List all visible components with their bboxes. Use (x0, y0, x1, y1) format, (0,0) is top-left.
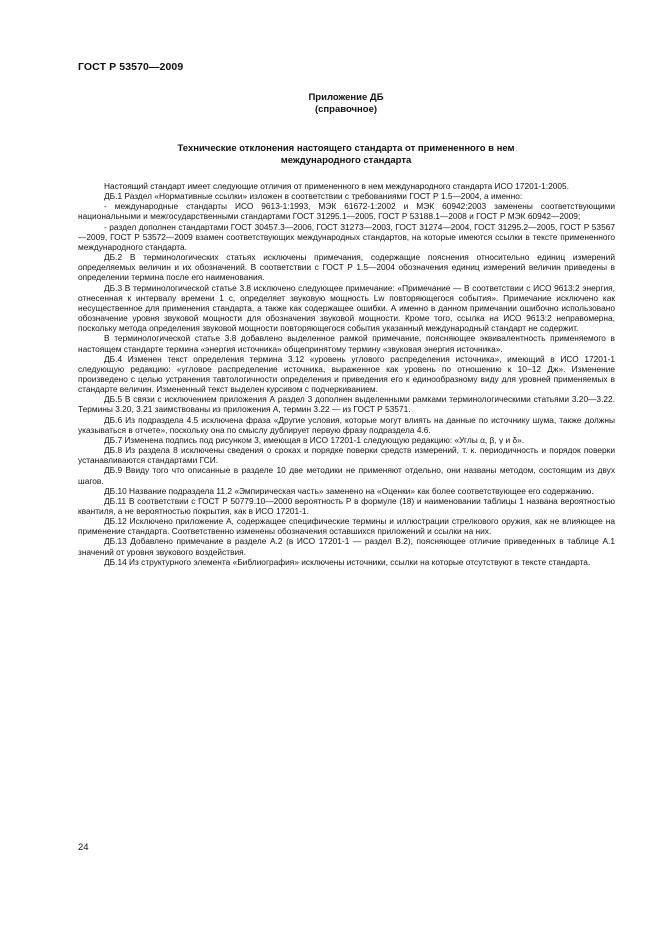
paragraph: ДБ.10 Название подраздела 11.2 «Эмпирическая часть» заменено на «Оценки» как более соответствующее его содержанию. (104, 485, 594, 496)
paragraph: ДБ.12 Исключено приложение А, содержащее специфические термины и иллюстрации стрелкового оружия, как не влияющее на применение стандарта. Соответственно изменены обозначения оставшихся приложений и ссылки на них. (78, 516, 615, 537)
document-body (78, 181, 615, 567)
appendix-heading (78, 92, 614, 116)
section-title-line-2: международного стандарта (280, 155, 412, 166)
paragraph: ДБ.9 Ввиду того что описанные в разделе 10 две методики не применяют отдельно, они названы методом, состоящим из двух шагов. (78, 465, 615, 486)
paragraph: - международные стандарты ИСО 9613-1:1993, МЭК 61672-1:2002 и МЭК 60942:2003 заменены соответствующими национальными и межгосударственными стандартами ГОСТ 31295.1—2005, ГОСТ Р 53188.1—2008 и ГОСТ Р МЭК 60942—2009; (78, 201, 615, 222)
appendix-subtitle: (справочное) (314, 104, 378, 115)
section-title-line-1: Технические отклонения настоящего стандарта от примененного в нем (177, 143, 515, 154)
paragraph: ДБ.8 Из раздела 8 исключены сведения о сроках и порядке поверки средств измерений, т. к. периодичность и порядок поверки устанавливаются стандартами ГСИ. (78, 445, 615, 466)
paragraph: ДБ.4 Изменен текст определения термина 3.12 «уровень углового распределения источника», имеющий в ИСО 17201-1 следующую редакцию: «угловое распределение источника, выраженное как уровень по отношению к 10−12 Дж». Изменение произведено с целью устранения тавтологичности определения и приведения его к единообразному виду для уровней применяемых в стандарте величин. Измененный текст выделен курсивом с подчеркиванием. (78, 353, 615, 395)
paragraph: В терминологической статье 3.8 добавлено выделенное рамкой примечание, поясняющее эквивалентность применяемого в настоящем стандарте термина «энергия источника» общепринятому термину «звуковая энергия источника». (78, 333, 615, 354)
paragraph: ДБ.13 Добавлено примечание в разделе А.2 (в ИСО 17201-1 — раздел В.2), поясняющее отличие приведенных в таблице А.1 значений от уровня звукового воздействия. (78, 536, 615, 557)
paragraph: ДБ.7 Изменена подпись под рисунком 3, имеющая в ИСО 17201-1 следующую редакцию: «Углы α, β, γ и δ». (104, 434, 525, 445)
section-title (78, 143, 614, 167)
paragraph: Настоящий стандарт имеет следующие отличия от примененного в нем международного стандарта ИСО 17201-1:2005. (104, 181, 569, 191)
paragraph: ДБ.14 Из структурного элемента «Библиография» исключены источники, ссылки на которые отсутствуют в тексте стандарта. (104, 556, 591, 567)
document-id: ГОСТ Р 53570—2009 (78, 61, 184, 73)
paragraph: ДБ.1 Раздел «Нормативные ссылки» изложен в соответствии с требованиями ГОСТ Р 1.5—2004, а именно: (104, 191, 523, 202)
paragraph: ДБ.6 Из подраздела 4.5 исключена фраза «Другие условия, которые могут влиять на данные по источнику шума, также должны указываться в отчете», поскольку она по смыслу дублирует первую фразу подраздела 4.6. (78, 414, 615, 435)
paragraph: - раздел дополнен стандартами ГОСТ 30457.3—2006, ГОСТ 31273—2003, ГОСТ 31274—2004, ГОСТ 31295.2—2005, ГОСТ Р 53567—2009, ГОСТ Р 53572—2009 взамен соответствующих международных стандартов, на которые имеются ссылки в тексте примененного международного стандарта. (78, 221, 615, 252)
appendix-title: Приложение ДБ (308, 92, 384, 103)
paragraph: ДБ.3 В терминологической статье 3.8 исключено следующее примечание: «Примечание — В соответствии с ИСО 9613:2 энергия, отнесенная к интервалу времени 1 с, определяет звуковую мощность Lw повторяющегося события». Примечание исключено как несущественное для применения стандарта, а также как содержащее ошибки. А именно в данном примечании ошибочно использовано обозначение уровня звуковой мощности для обозначения звуковой мощности. Кроме того, ссылка на ИСО 9613:2 неправомерна, поскольку метода определения звуковой мощности повторяющегося события указанный международный стандарт не содержит. (78, 282, 615, 334)
paragraph: ДБ.2 В терминологических статьях исключены примечания, содержащие пояснения относительно единиц измерений определяемых величин и их обозначений. В соответствии с ГОСТ Р 1.5—2004 обозначения единиц измерений величин приведены в определении термина после его наименования. (78, 252, 615, 283)
paragraph: ДБ.11 В соответствии с ГОСТ Р 50779.10—2000 вероятность P в формуле (18) и наименовании таблицы 1 названа вероятностью квантиля, а не вероятностью покрытия, как в ИСО 17201-1. (78, 495, 615, 516)
paragraph: ДБ.5 В связи с исключением приложения А раздел 3 дополнен выделенными рамками терминологическими статьями 3.20—3.22. Термины 3.20, 3.21 заимствованы из приложения А, термин 3.22 — из ГОСТ Р 53571. (78, 394, 615, 415)
page-number: 24 (78, 842, 89, 853)
